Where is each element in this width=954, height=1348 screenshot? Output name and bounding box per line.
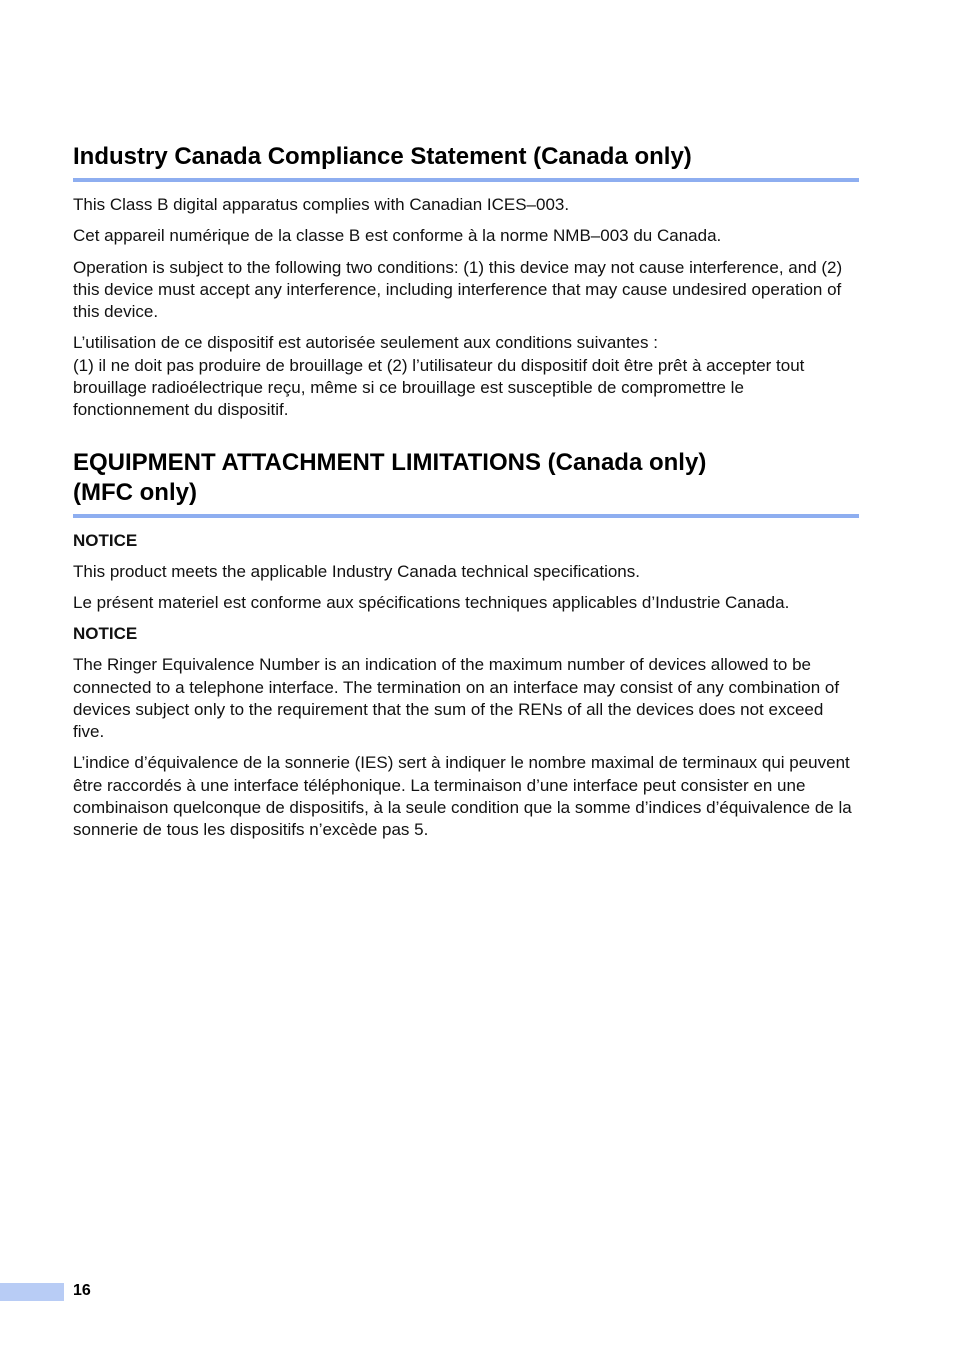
section-heading-line-2: (MFC only)	[73, 478, 197, 506]
paragraph-ices: This Class B digital apparatus complies with Canadian ICES–003.	[73, 195, 570, 214]
paragraph-utilisation-details: (1) il ne doit pas produire de brouillage et (2) l’utilisateur du dispositif doit être prêt à accepter tout brouillage radioélectrique reçu, même si ce brouillage est susceptible de compromettre le fonctionnement du dispositif.	[73, 355, 805, 420]
paragraph-ies-explanation: L’indice d’équivalence de la sonnerie (IES) sert à indiquer le nombre maximal de terminaux qui peuvent être raccordés à une interface téléphonique. La terminaison d’une interface peut consister en une combinaison quelconque de dispositifs, à la seule condition que la somme d’indices d’équivalence de la sonnerie de tous les dispositifs n’excède pas 5.	[73, 753, 852, 840]
page-number: 16	[73, 1282, 91, 1299]
paragraph-operation-conditions: Operation is subject to the following two conditions: (1) this device may not cause interference, and (2) this device must accept any interference, including interference that may cause undesired operation of this device.	[73, 257, 843, 322]
paragraph-utilisation-intro: L’utilisation de ce dispositif est autorisée seulement aux conditions suivantes :	[73, 333, 658, 353]
section-heading-industry-canada: Industry Canada Compliance Statement (Canada only)	[73, 142, 859, 182]
page-tab-marker	[0, 1283, 64, 1301]
paragraph-nmb: Cet appareil numérique de la classe B est conforme à la norme NMB–003 du Canada.	[73, 226, 722, 246]
section-heading-line-1: EQUIPMENT ATTACHMENT LIMITATIONS (Canada only)	[73, 448, 707, 476]
paragraph-materiel-conforme: Le présent materiel est conforme aux spécifications techniques applicables d’Industrie Canada.	[73, 592, 790, 612]
section-industry-canada	[73, 142, 859, 422]
section-heading-equipment-attachment	[73, 448, 859, 518]
notice-title-1: NOTICE	[73, 530, 138, 550]
notice-title-2: NOTICE	[73, 624, 138, 644]
section-equipment-attachment	[73, 448, 859, 842]
paragraph-ren-explanation: The Ringer Equivalence Number is an indication of the maximum number of devices allowed to be connected to a telephone interface. The termination on an interface may consist of any combination of devices subject only to the requirement that the sum of the RENs of all the devices does not exceed five.	[73, 655, 840, 742]
paragraph-product-meets-specs: This product meets the applicable Industry Canada technical specifications.	[73, 561, 640, 581]
document-body	[73, 142, 859, 851]
paragraph-utilisation-conditions	[73, 332, 859, 421]
